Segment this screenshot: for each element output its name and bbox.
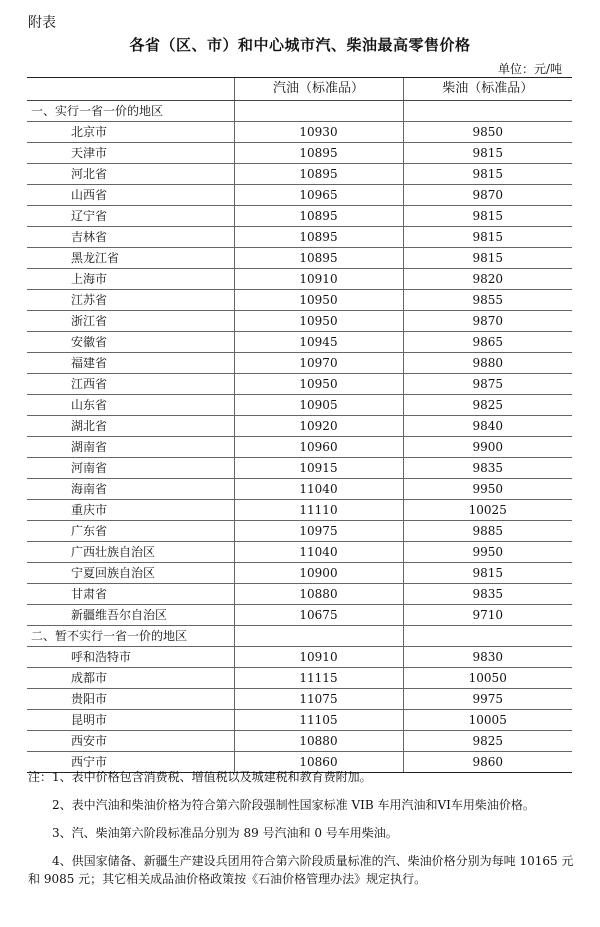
diesel-price: 9830 [403,647,572,668]
region-name: 山东省 [27,395,234,416]
table-body [27,101,572,773]
table-row [27,437,572,458]
diesel-price: 9815 [403,227,572,248]
diesel-price: 9815 [403,248,572,269]
region-name: 江苏省 [27,290,234,311]
diesel-price: 9815 [403,563,572,584]
gasoline-price: 10920 [234,416,403,437]
gasoline-price: 10895 [234,248,403,269]
unit-label: 单位：元/吨 [497,62,562,76]
table-row [27,689,572,710]
region-name: 呼和浩特市 [27,647,234,668]
region-name: 西安市 [27,731,234,752]
region-name: 西宁市 [27,752,234,773]
region-name: 重庆市 [27,500,234,521]
header-region [27,78,234,101]
diesel-price: 9875 [403,374,572,395]
note-2: 2、表中汽油和柴油价格为符合第六阶段强制性国家标准 VIB 车用汽油和VI车用柴油价格。 [52,798,535,812]
note-3: 3、汽、柴油第六阶段标准品分别为 89 号汽油和 0 号车用柴油。 [52,826,398,840]
table-row [27,185,572,206]
table-row [27,500,572,521]
region-name: 吉林省 [27,227,234,248]
diesel-price: 9950 [403,479,572,500]
diesel-price: 9865 [403,332,572,353]
region-name: 甘肃省 [27,584,234,605]
region-name: 广东省 [27,521,234,542]
table-row [27,248,572,269]
gasoline-price: 11075 [234,689,403,710]
region-name: 河南省 [27,458,234,479]
diesel-price: 9975 [403,689,572,710]
table-row [27,374,572,395]
gasoline-price: 10905 [234,395,403,416]
diesel-price: 9835 [403,458,572,479]
table-row [27,206,572,227]
table-row [27,353,572,374]
table-row [27,521,572,542]
table-row [27,731,572,752]
table-row [27,269,572,290]
diesel-price: 9850 [403,122,572,143]
region-name: 江西省 [27,374,234,395]
document-title: 各省（区、市）和中心城市汽、柴油最高零售价格 [129,36,471,54]
region-name: 北京市 [27,122,234,143]
region-name: 宁夏回族自治区 [27,563,234,584]
table-row [27,227,572,248]
diesel-price: 9710 [403,605,572,626]
gasoline-price: 11115 [234,668,403,689]
header-diesel: 柴油（标准品） [403,78,572,101]
gasoline-price: 11105 [234,710,403,731]
region-name: 湖南省 [27,437,234,458]
diesel-price: 9870 [403,185,572,206]
gasoline-price: 10910 [234,647,403,668]
table-row [27,458,572,479]
gasoline-price: 10975 [234,521,403,542]
gasoline-price: 11040 [234,542,403,563]
diesel-price: 9855 [403,290,572,311]
table-header-row [27,78,572,101]
region-name: 上海市 [27,269,234,290]
diesel-price: 9950 [403,542,572,563]
gasoline-price: 10895 [234,227,403,248]
gasoline-price: 10950 [234,290,403,311]
gasoline-price: 10930 [234,122,403,143]
section-empty-cell [234,101,403,122]
diesel-price: 10005 [403,710,572,731]
gasoline-price: 11040 [234,479,403,500]
gasoline-price: 10675 [234,605,403,626]
note-4: 4、供国家储备、新疆生产建设兵团用符合第六阶段质量标准的汽、柴油价格分别为每吨 10165 元和 9085 元；其它相关成品油价格政策按《石油价格管理办法》规定执行。 [28,854,574,886]
diesel-price: 9870 [403,311,572,332]
region-name: 河北省 [27,164,234,185]
table-row [27,164,572,185]
section-empty-cell [403,101,572,122]
gasoline-price: 10880 [234,584,403,605]
diesel-price: 9880 [403,353,572,374]
region-name: 安徽省 [27,332,234,353]
price-table [27,77,572,773]
diesel-price: 9835 [403,584,572,605]
section-empty-cell [403,626,572,647]
gasoline-price: 10880 [234,731,403,752]
table-row [27,395,572,416]
region-name: 浙江省 [27,311,234,332]
region-name: 山西省 [27,185,234,206]
gasoline-price: 10910 [234,269,403,290]
table-row [27,332,572,353]
gasoline-price: 10860 [234,752,403,773]
table-row [27,290,572,311]
table-row [27,563,572,584]
gasoline-price: 10895 [234,143,403,164]
region-name: 广西壮族自治区 [27,542,234,563]
diesel-price: 9825 [403,395,572,416]
table-row [27,143,572,164]
diesel-price: 9900 [403,437,572,458]
gasoline-price: 10950 [234,374,403,395]
table-row [27,668,572,689]
gasoline-price: 10900 [234,563,403,584]
gasoline-price: 10895 [234,206,403,227]
gasoline-price: 11110 [234,500,403,521]
diesel-price: 9815 [403,206,572,227]
gasoline-price: 10915 [234,458,403,479]
table-row [27,542,572,563]
gasoline-price: 10945 [234,332,403,353]
region-name: 贵阳市 [27,689,234,710]
region-name: 黑龙江省 [27,248,234,269]
diesel-price: 9820 [403,269,572,290]
notes-block [28,768,578,898]
section-empty-cell [234,626,403,647]
table-row [27,311,572,332]
gasoline-price: 10895 [234,164,403,185]
table-row [27,710,572,731]
region-name: 福建省 [27,353,234,374]
table-row [27,479,572,500]
diesel-price: 9815 [403,164,572,185]
diesel-price: 9840 [403,416,572,437]
region-name: 辽宁省 [27,206,234,227]
gasoline-price: 10950 [234,311,403,332]
note-1: 注：1、表中价格包含消费税、增值税以及城建税和教育费附加。 [28,770,372,784]
section-title: 一、实行一省一价的地区 [27,101,234,122]
header-gasoline: 汽油（标准品） [234,78,403,101]
diesel-price: 9885 [403,521,572,542]
diesel-price: 9860 [403,752,572,773]
region-name: 湖北省 [27,416,234,437]
gasoline-price: 10970 [234,353,403,374]
section-row [27,626,572,647]
region-name: 天津市 [27,143,234,164]
table-row [27,605,572,626]
section-title: 二、暂不实行一省一价的地区 [27,626,234,647]
diesel-price: 9825 [403,731,572,752]
appendix-label: 附表 [28,15,56,31]
diesel-price: 10025 [403,500,572,521]
region-name: 新疆维吾尔自治区 [27,605,234,626]
region-name: 昆明市 [27,710,234,731]
section-row [27,101,572,122]
table-row [27,416,572,437]
gasoline-price: 10960 [234,437,403,458]
table-row [27,647,572,668]
gasoline-price: 10965 [234,185,403,206]
diesel-price: 10050 [403,668,572,689]
diesel-price: 9815 [403,143,572,164]
table-row [27,584,572,605]
region-name: 成都市 [27,668,234,689]
table-row [27,122,572,143]
region-name: 海南省 [27,479,234,500]
